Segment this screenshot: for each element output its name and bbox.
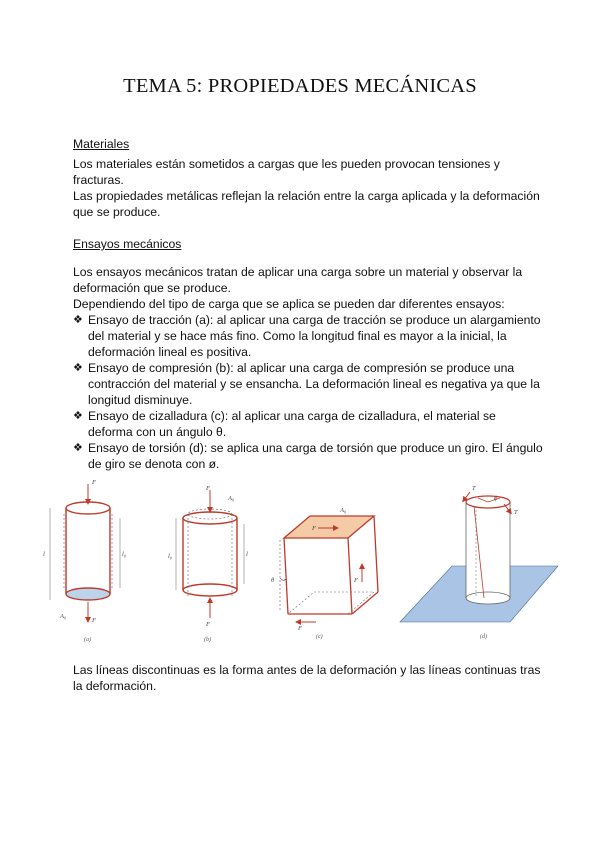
diamond-bullet-icon: ❖ xyxy=(73,442,83,454)
figure-tension xyxy=(43,479,126,643)
paragraph: Las propiedades metálicas reflejan la relación entre la carga aplicada y la deformación que se produce. xyxy=(73,189,540,219)
list-item xyxy=(73,408,543,440)
section-materiales xyxy=(73,136,543,220)
list-item xyxy=(73,360,543,408)
length-label: l₀ xyxy=(168,553,173,560)
force-label: F xyxy=(298,625,302,632)
section-heading-ensayos: Ensayos mecánicos xyxy=(73,237,182,251)
figure-torsion xyxy=(400,485,558,640)
torque-label: T xyxy=(514,509,518,516)
torque-label: T xyxy=(472,485,476,492)
length-label: l xyxy=(246,551,248,558)
angle-label: θ xyxy=(271,577,275,584)
paragraph: Los materiales están sometidos a cargas que les pueden provocan tensiones y fracturas. xyxy=(73,157,500,187)
force-label: F xyxy=(354,577,358,584)
figure-caption: (b) xyxy=(204,637,211,643)
list-item xyxy=(73,440,543,472)
closing-paragraph: Las líneas discontinuas es la forma antes de la deformación y las líneas continuas tras la deformación. xyxy=(73,663,541,693)
deformation-figures xyxy=(40,478,560,650)
area-label: A₀ xyxy=(60,613,67,620)
list-item-text: Ensayo de torsión (d): se aplica una carga de torsión que produce un giro. El ángulo de giro se denota con ø. xyxy=(88,441,543,471)
figure-caption: (d) xyxy=(480,634,487,640)
diamond-bullet-icon: ❖ xyxy=(73,314,83,326)
section-heading-materiales: Materiales xyxy=(73,137,130,151)
figure-caption: (a) xyxy=(84,637,91,643)
page-title: TEMA 5: PROPIEDADES MECÁNICAS xyxy=(123,75,477,97)
diamond-bullet-icon: ❖ xyxy=(73,362,83,374)
area-label: A₀ xyxy=(228,495,235,502)
section-ensayos xyxy=(73,236,543,472)
figure-compression xyxy=(168,485,248,643)
length-label: l xyxy=(43,551,45,558)
force-label: F xyxy=(312,525,316,532)
test-list xyxy=(73,312,543,472)
force-label: F xyxy=(206,485,210,492)
figure-shear xyxy=(271,507,378,640)
list-item-text: Ensayo de tracción (a): al aplicar una carga de tracción se produce un alargamiento del material y se hace más fino. Como la longitud final es mayor a la inicial, la deformación lineal es positiva. xyxy=(88,313,541,359)
diamond-bullet-icon: ❖ xyxy=(73,410,83,422)
force-label: F xyxy=(92,617,96,624)
paragraph: Los ensayos mecánicos tratan de aplicar una carga sobre un material y observar la deformación que se produce. xyxy=(73,265,523,295)
paragraph: Dependiendo del tipo de carga que se aplica se pueden dar diferentes ensayos: xyxy=(73,297,505,311)
figure-caption: (c) xyxy=(316,634,323,640)
force-label: F xyxy=(92,479,96,486)
list-item-text: Ensayo de cizalladura (c): al aplicar una carga de cizalladura, el material se deforma con un ángulo θ. xyxy=(88,409,496,439)
area-label: A₀ xyxy=(340,507,347,514)
list-item xyxy=(73,312,543,360)
closing-paragraph-block xyxy=(73,662,543,694)
twist-label: ϕ xyxy=(494,495,498,502)
force-label: F xyxy=(206,621,210,628)
length-label: l₀ xyxy=(122,551,127,558)
list-item-text: Ensayo de compresión (b): al aplicar una carga de compresión se produce una contracción del material y se ensancha. La deformación lineal es negativa ya que la longitud disminuye. xyxy=(88,361,540,407)
